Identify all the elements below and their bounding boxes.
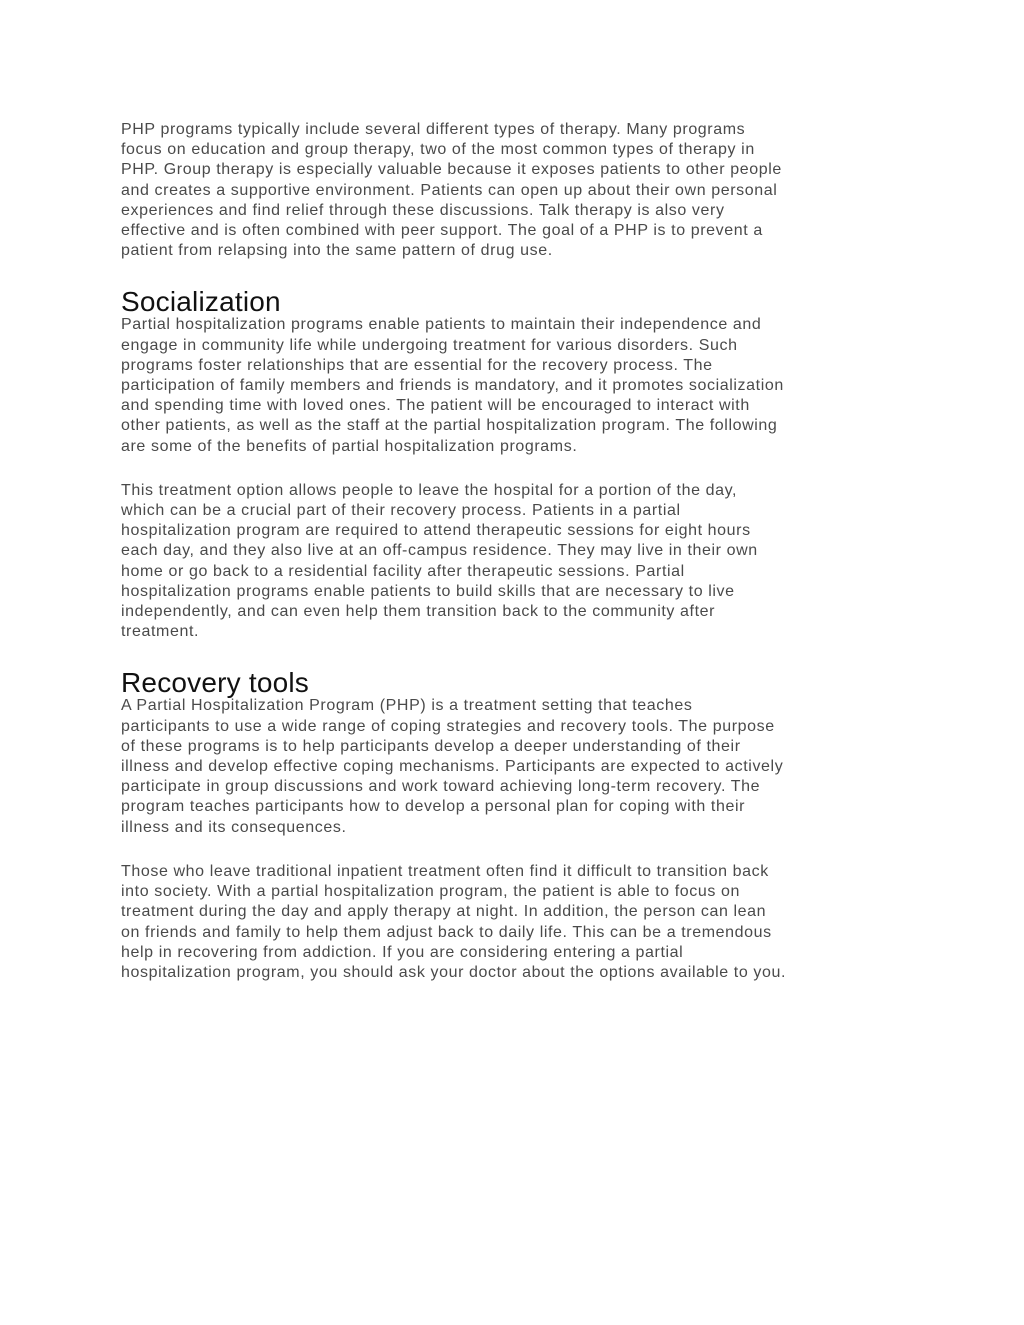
socialization-paragraph-1: Partial hospitalization programs enable patients to maintain their independence and engage in community life while undergoing treatment for various disorders. Such programs foster relationships that are essential for the recovery process. The participation of family members and friends is mandatory, and it promotes socialization and spending time with loved ones. The patient will be encouraged to interact with other patients, as well as the staff at the partial hospitalization program. The following are some of the benefits of partial hospitalization programs. [121, 316, 784, 455]
document-page [121, 120, 911, 983]
recovery-tools-paragraph-1: A Partial Hospitalization Program (PHP) is a treatment setting that teaches participants to use a wide range of coping strategies and recovery tools. The purpose of these programs is to help participants develop a deeper understanding of their illness and develop effective coping mechanisms. Participants are expected to actively participate in group discussions and work toward achieving long-term recovery. The program teaches participants how to develop a personal plan for coping with their illness and its consequences. [121, 697, 784, 836]
socialization-paragraph-2: This treatment option allows people to leave the hospital for a portion of the day, which can be a crucial part of their recovery process. Patients in a partial hospitalization program are required to attend therapeutic sessions for eight hours each day, and they also live at an off-campus residence. They may live in their own home or go back to a residential facility after therapeutic sessions. Partial hospitalization programs enable patients to build skills that are necessary to live independently, and can even help them transition back to the community after treatment. [121, 481, 758, 641]
section-heading-socialization: Socialization [121, 286, 281, 318]
intro-paragraph: PHP programs typically include several different types of therapy. Many programs focus on education and group therapy, two of the most common types of therapy in PHP. Group therapy is especially valuable because it exposes patients to other people and creates a supportive environment. Patients can open up about their own personal experiences and find relief through these discussions. Talk therapy is also very effective and is often combined with peer support. The goal of a PHP is to prevent a patient from relapsing into the same pattern of drug use. [121, 121, 782, 260]
section-heading-recovery-tools: Recovery tools [121, 667, 309, 699]
recovery-tools-paragraph-2: Those who leave traditional inpatient treatment often find it difficult to transition back into society. With a partial hospitalization program, the patient is able to focus on treatment during the day and apply therapy at night. In addition, the person can lean on friends and family to help them adjust back to daily life. This can be a tremendous help in recovering from addiction. If you are considering entering a partial hospitalization program, you should ask your doctor about the options available to you. [121, 862, 787, 981]
